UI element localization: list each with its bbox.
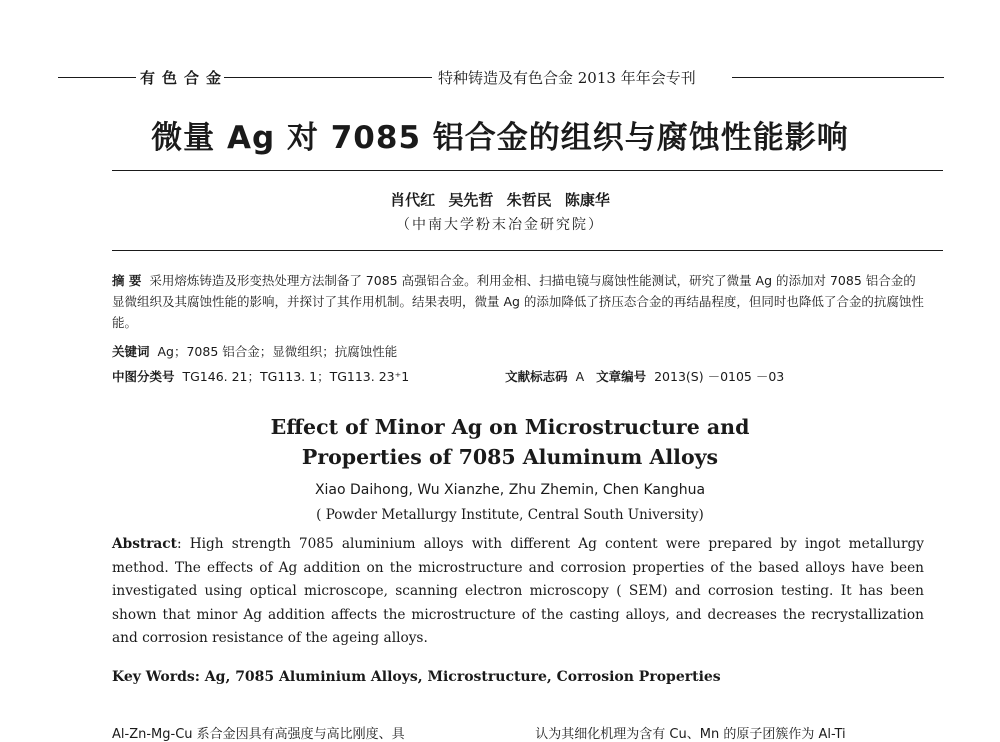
title-english-line1: Effect of Minor Ag on Microstructure and (270, 415, 750, 439)
doc-code-value: A (575, 369, 585, 384)
keywords-english-label: Key Words (112, 669, 195, 685)
journal-issue: 特种铸造及有色合金 2013 年年会专刊 (438, 69, 696, 87)
author-divider (112, 250, 943, 251)
affiliation-english: ( Powder Metallurgy Institute, Central South University) (316, 507, 704, 523)
keywords-chinese-label: 关键词 (112, 344, 150, 359)
clc-value: TG146. 21；TG113. 1；TG113. 23⁺1 (182, 369, 410, 384)
affiliation-chinese: （中南大学粉末冶金研究院） (396, 217, 604, 233)
abstract-chinese-text: 采用熔炼铸造及形变热处理方法制备了 7085 高强铝合金。利用金相、扫描电镜与腐蚀性能测试，研究了微量 Ag 的添加对 7085 铝合金的显微组织及其腐蚀性能的影响，并探讨了其作用机制。结果表明，微量 Ag 的添加降低了挤压态合金的再结晶程度，但同时也降低了合金的抗腐蚀性能。 (112, 273, 924, 330)
classification-line (112, 366, 924, 387)
page-title-chinese: 微量 Ag 对 7085 铝合金的组织与腐蚀性能影响 (151, 120, 849, 156)
running-header (58, 64, 944, 90)
authors-chinese: 肖代红 吴先哲 朱哲民 陈康华 (390, 191, 610, 209)
abstract-english (112, 533, 924, 651)
header-rule-middle (224, 77, 432, 78)
page-title-english (0, 412, 1000, 472)
keywords-english (112, 669, 924, 685)
header-rule-left (58, 77, 136, 78)
abstract-chinese (112, 270, 924, 333)
keywords-chinese (112, 341, 924, 362)
title-english-line2: Properties of 7085 Aluminum Alloys (301, 445, 719, 469)
authors-english: Xiao Daihong, Wu Xianzhe, Zhu Zhemin, Chen Kanghua (314, 482, 706, 498)
body-right-column-line: 认为其细化机理为含有 Cu、Mn 的原子团簇作为 Al-Ti (535, 727, 846, 742)
keywords-chinese-text: Ag；7085 铝合金；显微组织；抗腐蚀性能 (157, 344, 398, 359)
abstract-english-label: Abstract (112, 536, 177, 552)
abstract-english-text: : High strength 7085 aluminium alloys with different Ag content were prepared by ingot metallurgy method. The effects of Ag addition on the microstructure and corrosion properties of the based alloys have been investigated using optical microscope, scanning electron microscopy ( SEM) and corrosion testing. It has been shown that minor Ag addition affects the microstructure of the casting alloys, and decreases the recrystallization and corrosion resistance of the ageing alloys. (112, 536, 924, 646)
doc-code-label: 文献标志码 (505, 369, 568, 384)
journal-name: 有色合金 (140, 69, 229, 87)
abstract-chinese-label: 摘 要 (112, 273, 142, 288)
article-number-value: 2013(S) －0105 －03 (654, 369, 785, 384)
title-divider (112, 170, 943, 171)
article-number-label: 文章编号 (596, 369, 647, 384)
body-left-column-line: Al-Zn-Mg-Cu 系合金因具有高强度与高比刚度、具 (112, 727, 405, 742)
keywords-english-text: : Ag, 7085 Aluminium Alloys, Microstructure, Corrosion Properties (194, 669, 721, 685)
header-rule-right (732, 77, 944, 78)
clc-label: 中图分类号 (112, 369, 175, 384)
